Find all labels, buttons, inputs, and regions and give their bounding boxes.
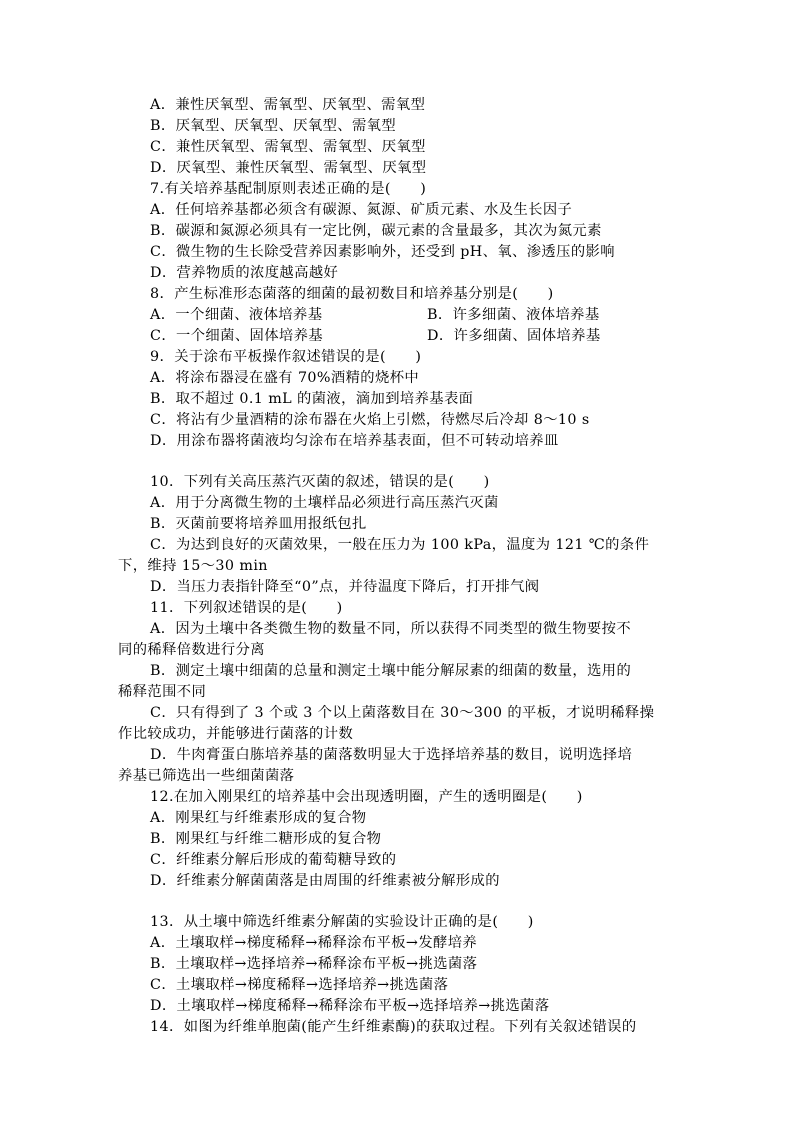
q6-option-b: B．厌氧型、厌氧型、厌氧型、需氧型 [150,118,397,134]
q13-option-b: B．土壤取样→选择培养→稀释涂布平板→挑选菌落 [150,956,478,972]
q8-option-d: D．许多细菌、固体培养基 [427,328,601,344]
q9-stem: 9．关于涂布平板操作叙述错误的是( ) [150,349,422,365]
q11-option-b-line2: 稀释范围不同 [118,684,207,700]
q8-option-b: B．许多细菌、液体培养基 [427,307,600,323]
q13-option-d: D．土壤取样→梯度稀释→稀释涂布平板→选择培养→挑选菌落 [150,998,550,1014]
q10-option-a: A．用于分离微生物的土壤样品必须进行高压蒸汽灭菌 [150,495,499,511]
q13-option-c: C．土壤取样→梯度稀释→选择培养→挑选菌落 [150,977,449,993]
q10-stem: 10．下列有关高压蒸汽灭菌的叙述，错误的是( ) [150,474,490,490]
q10-option-c-line2: 下，维持 15～30 min [118,558,268,574]
q10-option-b: B．灭菌前要将培养皿用报纸包扎 [150,516,367,532]
q6-option-a: A．兼性厌氧型、需氧型、厌氧型、需氧型 [150,97,426,113]
q12-option-d: D．纤维素分解菌菌落是由周围的纤维素被分解形成的 [150,873,500,889]
q11-option-a-line1: A．因为土壤中各类微生物的数量不同，所以获得不同类型的微生物要按不 [150,621,632,637]
q11-option-a-line2: 同的稀释倍数进行分离 [118,642,265,658]
q8-option-c: C．一个细菌、固体培养基 [150,328,324,344]
q7-option-d: D．营养物质的浓度越高越好 [150,265,339,281]
q12-option-a: A．刚果红与纤维素形成的复合物 [150,810,367,826]
q9-option-a: A．将涂布器浸在盛有 70%酒精的烧杯中 [150,370,420,386]
q11-option-c-line1: C．只有得到了 3 个或 3 个以上菌落数目在 30～300 的平板，才说明稀释操 [150,705,655,721]
q7-option-a: A．任何培养基都必须含有碳源、氮源、矿质元素、水及生长因子 [150,202,573,218]
q11-option-c-line2: 作比较成功，并能够进行菌落的计数 [118,726,354,742]
q13-option-a: A．土壤取样→梯度稀释→稀释涂布平板→发酵培养 [150,935,478,951]
q11-option-b-line1: B．测定土壤中细菌的总量和测定土壤中能分解尿素的细菌的数量，选用的 [150,663,632,679]
q11-option-d-line1: D．牛肉膏蛋白胨培养基的菌落数明显大于选择培养基的数目，说明选择培 [150,747,633,763]
q7-option-b: B．碳源和氮源必须具有一定比例，碳元素的含量最多，其次为氮元素 [150,223,602,239]
q12-stem: 12.在加入刚果红的培养基中会出现透明圈，产生的透明圈是( ) [150,789,583,805]
q14-stem: 14．如图为纤维单胞菌(能产生纤维素酶)的获取过程。下列有关叙述错误的 [150,1019,637,1035]
q10-option-c-line1: C．为达到良好的灭菌效果，一般在压力为 100 kPa，温度为 121 ℃的条件 [150,537,650,553]
q10-option-d: D．当压力表指针降至“0”点，并待温度下降后，打开排气阀 [150,579,540,595]
q11-stem: 11．下列叙述错误的是( ) [150,600,343,616]
q9-option-d: D．用涂布器将菌液均匀涂布在培养基表面，但不可转动培养皿 [150,433,559,449]
q8-option-a: A．一个细菌、液体培养基 [150,307,323,323]
q12-option-c: C．纤维素分解后形成的葡萄糖导致的 [150,852,397,868]
q11-option-d-line2: 养基已筛选出一些细菌菌落 [118,768,295,784]
q6-option-d: D．厌氧型、兼性厌氧型、需氧型、厌氧型 [150,160,427,176]
q9-option-c: C．将沾有少量酒精的涂布器在火焰上引燃，待燃尽后冷却 8～10 s [150,412,590,428]
q7-stem: 7.有关培养基配制原则表述正确的是( ) [150,181,427,197]
q12-option-b: B．刚果红与纤维二糖形成的复合物 [150,831,382,847]
q9-option-b: B．取不超过 0.1 mL 的菌液，滴加到培养基表面 [150,391,474,407]
q8-stem: 8．产生标准形态菌落的细菌的最初数目和培养基分别是( ) [150,286,554,302]
q6-option-c: C．兼性厌氧型、需氧型、需氧型、厌氧型 [150,139,426,155]
q7-option-c: C．微生物的生长除受营养因素影响外，还受到 pH、氧、渗透压的影响 [150,244,615,260]
q13-stem: 13．从土壤中筛选纤维素分解菌的实验设计正确的是( ) [150,914,534,930]
